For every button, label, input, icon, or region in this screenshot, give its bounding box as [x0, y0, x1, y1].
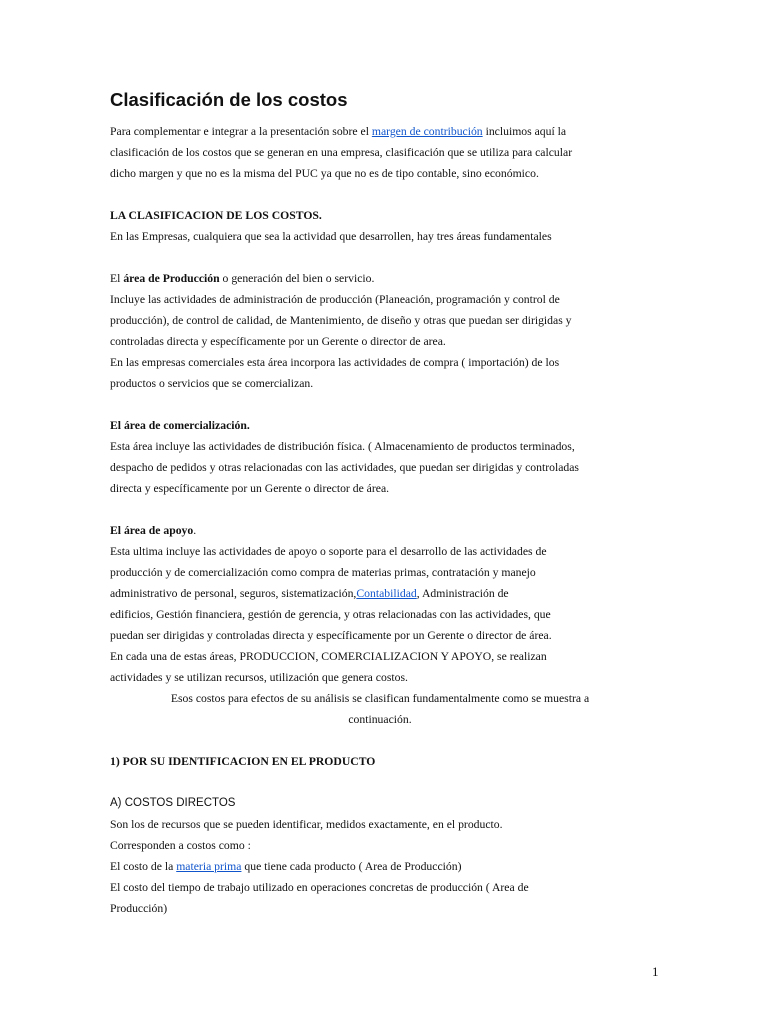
- apoyo-line-2: producción y de comercialización como compra de materias primas, contratación y manejo: [110, 566, 536, 579]
- identificacion-line-1: Son los de recursos que se pueden identificar, medidos exactamente, en el producto.: [110, 818, 503, 831]
- identificacion-line-3: [110, 856, 670, 877]
- identificacion-text: El costo de la: [110, 860, 177, 873]
- comercializacion-heading: El área de comercialización.: [110, 419, 250, 432]
- identificacion-line-4: El costo del tiempo de trabajo utilizado en operaciones concretas de producción ( Area de: [110, 881, 529, 894]
- apoyo-line-4: edificios, Gestión financiera, gestión de gerencia, y otras relacionadas con las actividades, que: [110, 608, 551, 621]
- spacer: [110, 499, 670, 520]
- apoyo-centered-line-1: Esos costos para efectos de su análisis se clasifican fundamentalmente como se muestra a: [170, 692, 590, 705]
- apoyo-line-5: puedan ser dirigidas y controladas directa y específicamente por un Gerente o director de área.: [110, 629, 552, 642]
- apoyo-heading-line: [110, 520, 670, 541]
- produccion-rest: o generación del bien o servicio.: [219, 272, 375, 285]
- apoyo-text: administrativo de personal, seguros, sistematización,: [110, 587, 357, 600]
- produccion-line-3: producción), de control de calidad, de Mantenimiento, de diseño y otras que puedan ser dirigidas y: [110, 314, 572, 327]
- intro-text: Para complementar e integrar a la presentación sobre el: [110, 125, 372, 138]
- produccion-line-4: controladas directa y específicamente por un Gerente o director de area.: [110, 335, 446, 348]
- apoyo-line-7: actividades y se utilizan recursos, utilización que genera costos.: [110, 671, 408, 684]
- spacer: [110, 184, 670, 205]
- document-title: Clasificación de los costos: [110, 89, 348, 110]
- produccion-heading: área de Producción: [123, 272, 220, 285]
- margen-contribucion-link[interactable]: margen de contribución: [371, 125, 483, 138]
- comercializacion-line-3: directa y específicamente por un Gerente o director de área.: [110, 482, 390, 495]
- intro-line-2: clasificación de los costos que se generan en una empresa, clasificación que se utiliza para calcular: [110, 146, 573, 159]
- spacer: [110, 394, 670, 415]
- apoyo-line-3: [110, 583, 670, 604]
- produccion-line-2: Incluye las actividades de administración de producción (Planeación, programación y control de: [110, 293, 560, 306]
- materia-prima-link[interactable]: materia prima: [176, 860, 242, 873]
- intro-line-1: [110, 121, 670, 142]
- section-intro: En las Empresas, cualquiera que sea la actividad que desarrollen, hay tres áreas fundamentales: [110, 230, 552, 243]
- produccion-line-1: [110, 268, 670, 289]
- identificacion-heading: 1) POR SU IDENTIFICACION EN EL PRODUCTO: [110, 755, 376, 768]
- produccion-line-6: productos o servicios que se comercializan.: [110, 377, 314, 390]
- identificacion-line-2: Corresponden a costos como :: [110, 839, 251, 852]
- produccion-prefix: El: [110, 272, 124, 285]
- identificacion-text: que tiene cada producto ( Area de Producción): [241, 860, 462, 873]
- document-body: [110, 121, 670, 919]
- apoyo-heading: El área de apoyo: [110, 524, 194, 537]
- intro-text: incluimos aquí la: [482, 125, 567, 138]
- contabilidad-link[interactable]: Contabilidad: [356, 587, 417, 600]
- apoyo-heading-after: .: [193, 524, 197, 537]
- spacer: [110, 730, 670, 751]
- spacer: [110, 772, 670, 793]
- identificacion-line-5: Producción): [110, 902, 168, 915]
- apoyo-line-6: En cada una de estas áreas, PRODUCCION, COMERCIALIZACION Y APOYO, se realizan: [110, 650, 547, 663]
- comercializacion-line-2: despacho de pedidos y otras relacionadas con las actividades, que puedan ser dirigidas y controladas: [110, 461, 579, 474]
- spacer: [110, 247, 670, 268]
- produccion-line-5: En las empresas comerciales esta área incorpora las actividades de compra ( importación) de los: [110, 356, 560, 369]
- apoyo-line-1: Esta ultima incluye las actividades de apoyo o soporte para el desarrollo de las actividades de: [110, 545, 547, 558]
- costos-directos-heading: A) COSTOS DIRECTOS: [110, 797, 236, 809]
- intro-line-3: dicho margen y que no es la misma del PUC ya que no es de tipo contable, sino económico.: [110, 167, 539, 180]
- section-heading: LA CLASIFICACION DE LOS COSTOS.: [110, 209, 322, 222]
- apoyo-centered-line-2: continuación.: [348, 713, 412, 726]
- apoyo-text: , Administración de: [416, 587, 509, 600]
- comercializacion-line-1: Esta área incluye las actividades de distribución física. ( Almacenamiento de productos terminados,: [110, 440, 575, 453]
- page-number: 1: [652, 964, 659, 979]
